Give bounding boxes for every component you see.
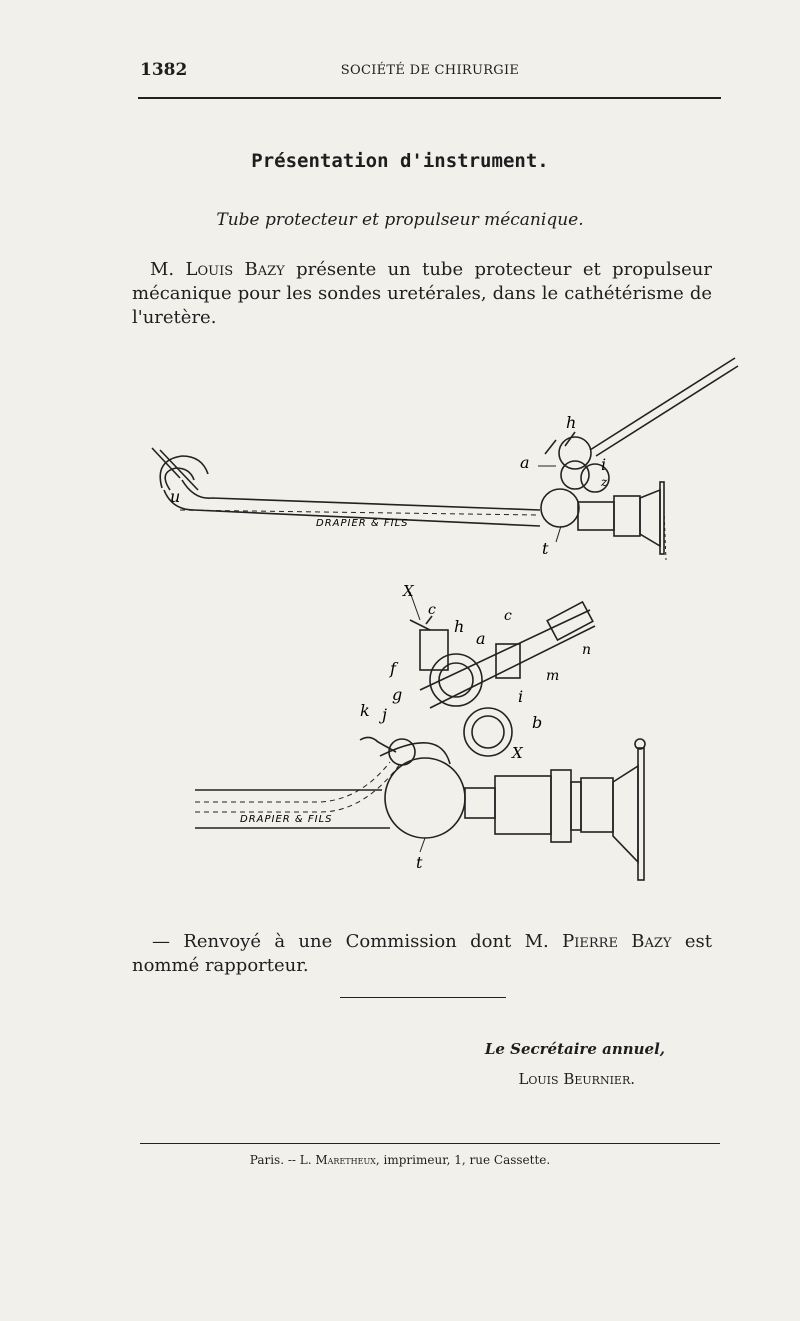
label-u: u — [170, 487, 181, 506]
label-m: m — [546, 668, 560, 684]
maker-stamp-bottom: DRAPIER & FILS — [240, 814, 333, 825]
label-b: b — [532, 713, 543, 732]
label-x-top: X — [403, 582, 414, 600]
conclusion-paragraph — [132, 930, 712, 978]
imprint-city: Paris. -- L. — [249, 1153, 316, 1167]
label-t: t — [416, 853, 423, 872]
intro-m: M. — [150, 259, 175, 280]
section-divider — [340, 997, 506, 998]
intro-paragraph — [132, 258, 712, 330]
instrument-figure-top — [120, 350, 740, 570]
running-header — [140, 60, 720, 84]
label-g: g — [392, 685, 403, 704]
printer-imprint — [0, 1153, 800, 1167]
conclusion-text-1: — Renvoyé à une Commission dont M. — [152, 931, 563, 952]
signature-role: Le Secrétaire annuel, — [484, 1040, 665, 1058]
label-c-right: c — [504, 608, 512, 624]
label-i: i — [601, 455, 607, 474]
imprint-printer: Maretheux — [315, 1153, 376, 1167]
footer-rule — [140, 1143, 720, 1144]
label-a: a — [520, 453, 530, 472]
label-x-bottom: X — [512, 744, 523, 762]
conclusion-text-2: est nommé rapporteur. — [132, 931, 712, 976]
label-k: k — [360, 701, 370, 720]
label-t: t — [542, 539, 549, 558]
label-j: j — [382, 705, 387, 724]
instrument-figure-bottom — [120, 580, 740, 900]
section-title: Présentation d'instrument. — [251, 150, 549, 172]
label-z: z — [601, 475, 608, 489]
label-a: a — [476, 629, 486, 648]
label-n: n — [582, 642, 592, 658]
label-h: h — [454, 617, 465, 636]
author-name: Louis Bazy — [185, 259, 285, 280]
running-head: SOCIÉTÉ DE CHIRURGIE — [340, 63, 520, 78]
page-number: 1382 — [140, 60, 188, 80]
label-i: i — [518, 687, 524, 706]
label-c-left: c — [428, 602, 436, 618]
header-rule — [138, 97, 721, 99]
intro-text: présente un tube protecteur et propulseur mécanique pour les sondes uretérales, dans le cathétérisme de l'uretère. — [132, 259, 712, 328]
label-h: h — [566, 413, 577, 432]
rapporteur-name: Pierre Bazy — [562, 931, 672, 952]
signature-name: Louis Beurnier. — [518, 1070, 635, 1088]
imprint-address: , imprimeur, 1, rue Cassette. — [375, 1153, 551, 1167]
section-subtitle: Tube protecteur et propulseur mécanique. — [216, 210, 584, 230]
maker-stamp-top: DRAPIER & FILS — [316, 518, 409, 529]
label-f: f — [390, 659, 396, 678]
